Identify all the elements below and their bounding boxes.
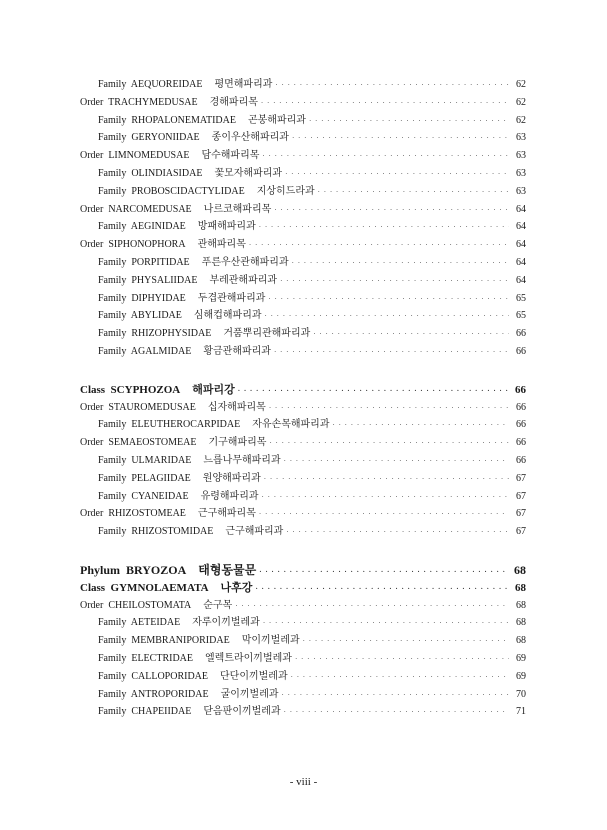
toc-entry-page-number: 71 xyxy=(516,706,526,718)
dot-leader xyxy=(235,600,509,612)
toc-entry-page-number: 63 xyxy=(516,185,526,197)
toc-entry-order xyxy=(80,204,526,222)
toc-entry-latin-name: Family GERYONIIDAE xyxy=(98,132,200,144)
toc-entry-korean-name: 순구목 xyxy=(203,599,233,611)
toc-entry-korean-name: 근구해파리과 xyxy=(225,526,284,538)
toc-entry-page-number: 66 xyxy=(515,383,526,396)
toc-entry-korean-name: 막이끼벌레과 xyxy=(241,635,300,647)
toc-entry-order xyxy=(80,402,526,420)
dot-leader xyxy=(280,275,509,287)
toc-entry-family xyxy=(80,328,526,346)
dot-leader xyxy=(286,526,509,538)
toc-entry-family xyxy=(80,671,526,689)
toc-entry-family xyxy=(80,115,526,133)
toc-entry-page-number: 64 xyxy=(516,256,526,268)
toc-entry-korean-name: 부레관해파리과 xyxy=(209,274,278,286)
dot-leader xyxy=(292,132,509,144)
toc-entry-page-number: 66 xyxy=(516,345,526,357)
dot-leader xyxy=(284,706,509,718)
toc-entry-latin-name: Family RHIZOPHYSIDAE xyxy=(98,328,212,340)
dot-leader xyxy=(274,204,509,216)
toc-entry-latin-name: Family PELAGIIDAE xyxy=(98,472,191,484)
dot-leader xyxy=(318,186,509,198)
dot-leader xyxy=(259,221,509,233)
toc-entry-korean-name: 방패해파리과 xyxy=(197,221,256,233)
toc-entry-latin-name: Order TRACHYMEDUSAE xyxy=(80,96,198,108)
toc-entry-korean-name: 근구해파리목 xyxy=(197,508,256,520)
toc-entry-latin-name: Family RHOPALONEMATIDAE xyxy=(98,114,236,126)
dot-leader xyxy=(264,473,509,485)
toc-entry-family xyxy=(80,455,526,473)
table-of-contents xyxy=(80,79,526,724)
toc-entry-latin-name: Family PHYSALIIDAE xyxy=(98,274,198,286)
toc-entry-class xyxy=(80,384,526,402)
dot-leader xyxy=(238,385,509,397)
dot-leader xyxy=(309,115,509,127)
toc-entry-page-number: 63 xyxy=(516,150,526,162)
toc-entry-phylum xyxy=(80,564,526,582)
toc-entry-latin-name: Order STAUROMEDUSAE xyxy=(80,401,196,413)
dot-leader xyxy=(262,491,509,503)
toc-entry-latin-name: Family CYANEIDAE xyxy=(98,490,189,502)
dot-leader xyxy=(269,437,509,449)
toc-entry-korean-name: 십자해파리목 xyxy=(207,401,266,413)
toc-entry-latin-name: Family RHIZOSTOMIDAE xyxy=(98,526,214,538)
toc-entry-latin-name: Family ABYLIDAE xyxy=(98,310,182,322)
toc-entry-latin-name: Family OLINDIASIDAE xyxy=(98,167,203,179)
dot-leader xyxy=(269,402,509,414)
dot-leader xyxy=(275,79,509,91)
toc-entry-korean-name: 거품뿌리관해파리과 xyxy=(223,328,311,340)
toc-entry-page-number: 64 xyxy=(516,221,526,233)
toc-entry-page-number: 62 xyxy=(516,96,526,108)
toc-entry-latin-name: Phylum BRYOZOA xyxy=(80,562,187,577)
toc-entry-family xyxy=(80,419,526,437)
toc-entry-latin-name: Family MEMBRANIPORIDAE xyxy=(98,635,230,647)
toc-entry-korean-name: 나후강 xyxy=(220,580,253,594)
dot-leader xyxy=(285,168,509,180)
toc-entry-page-number: 66 xyxy=(516,454,526,466)
toc-entry-family xyxy=(80,653,526,671)
toc-entry-korean-name: 황금관해파리과 xyxy=(203,345,271,357)
toc-entry-korean-name: 단단이끼벌레과 xyxy=(220,670,288,682)
dot-leader xyxy=(263,617,509,629)
toc-entry-page-number: 66 xyxy=(516,401,526,413)
dot-leader xyxy=(274,346,509,358)
toc-entry-korean-name: 굴이끼벌레과 xyxy=(220,688,279,700)
toc-entry-page-number: 68 xyxy=(516,635,526,647)
toc-entry-page-number: 63 xyxy=(516,132,526,144)
toc-entry-page-number: 65 xyxy=(516,310,526,322)
toc-entry-korean-name: 자유손목해파리과 xyxy=(252,419,330,431)
toc-entry-latin-name: Order SEMAEOSTOMEAE xyxy=(80,437,197,449)
toc-entry-page-number: 63 xyxy=(516,167,526,179)
toc-entry-page-number: 70 xyxy=(516,688,526,700)
toc-entry-korean-name: 태형동물문 xyxy=(198,562,257,577)
toc-entry-family xyxy=(80,221,526,239)
toc-entry-page-number: 65 xyxy=(516,292,526,304)
toc-entry-korean-name: 심해컵해파리과 xyxy=(193,310,262,322)
toc-entry-family xyxy=(80,706,526,724)
toc-entry-page-number: 67 xyxy=(516,490,526,502)
toc-entry-korean-name: 경해파리목 xyxy=(209,96,258,108)
dot-leader xyxy=(295,653,509,665)
toc-entry-page-number: 66 xyxy=(516,437,526,449)
toc-entry-order xyxy=(80,150,526,168)
toc-entry-korean-name: 느릅나무해파리과 xyxy=(203,454,281,466)
toc-entry-page-number: 67 xyxy=(516,508,526,520)
toc-entry-latin-name: Family AEQUOREIDAE xyxy=(98,79,203,90)
toc-entry-korean-name: 평면해파리과 xyxy=(214,79,273,90)
toc-entry-latin-name: Order SIPHONOPHORA xyxy=(80,239,186,251)
toc-entry-korean-name: 자루이끼벌레과 xyxy=(192,617,260,629)
toc-entry-family xyxy=(80,310,526,328)
toc-entry-latin-name: Order LIMNOMEDUSAE xyxy=(80,150,190,162)
toc-entry-family xyxy=(80,491,526,509)
dot-leader xyxy=(268,293,509,305)
toc-entry-latin-name: Family AETEIDAE xyxy=(98,617,181,629)
toc-entry-latin-name: Family ULMARIDAE xyxy=(98,454,192,466)
dot-leader xyxy=(292,257,509,269)
toc-entry-family xyxy=(80,257,526,275)
toc-entry-latin-name: Family AEGINIDAE xyxy=(98,221,186,233)
dot-leader xyxy=(313,328,509,340)
toc-entry-korean-name: 담수해파리목 xyxy=(201,150,260,162)
toc-entry-korean-name: 원양해파리과 xyxy=(202,472,261,484)
toc-entry-latin-name: Order CHEILOSTOMATA xyxy=(80,599,192,611)
toc-entry-order xyxy=(80,437,526,455)
toc-entry-korean-name: 닫음판이끼벌레과 xyxy=(203,706,281,718)
toc-entry-korean-name: 관해파리목 xyxy=(197,239,246,251)
toc-entry-korean-name: 기구해파리목 xyxy=(208,437,267,449)
toc-entry-latin-name: Family AGALMIDAE xyxy=(98,345,192,357)
section-gap xyxy=(80,544,526,564)
toc-entry-page-number: 67 xyxy=(516,526,526,538)
dot-leader xyxy=(303,635,509,647)
toc-entry-korean-name: 종이우산해파리과 xyxy=(211,132,289,144)
dot-leader xyxy=(249,239,509,251)
toc-entry-korean-name: 나르코해파리목 xyxy=(203,203,272,215)
toc-entry-page-number: 69 xyxy=(516,670,526,682)
toc-entry-page-number: 62 xyxy=(516,79,526,90)
toc-entry-page-number: 66 xyxy=(516,328,526,340)
dot-leader xyxy=(261,97,509,109)
toc-entry-family xyxy=(80,635,526,653)
dot-leader xyxy=(259,508,509,520)
toc-entry-order xyxy=(80,239,526,257)
dot-leader xyxy=(262,150,509,162)
toc-entry-page-number: 66 xyxy=(516,419,526,431)
toc-entry-class xyxy=(80,582,526,600)
toc-entry-page-number: 64 xyxy=(516,239,526,251)
toc-entry-korean-name: 해파리강 xyxy=(192,382,235,396)
toc-entry-latin-name: Family DIPHYIDAE xyxy=(98,292,186,304)
toc-entry-family xyxy=(80,168,526,186)
toc-entry-korean-name: 두겹관해파리과 xyxy=(197,292,266,304)
toc-entry-family xyxy=(80,526,526,544)
toc-entry-page-number: 68 xyxy=(516,617,526,629)
toc-entry-korean-name: 지상히드라과 xyxy=(256,185,315,197)
page-number: - viii - xyxy=(289,776,318,788)
section-gap xyxy=(80,364,526,384)
toc-entry-latin-name: Class SCYPHOZOA xyxy=(80,383,181,396)
dot-leader xyxy=(282,689,509,701)
toc-entry-korean-name: 곤봉해파리과 xyxy=(247,114,306,126)
toc-entry-family xyxy=(80,473,526,491)
toc-entry-latin-name: Family ANTROPORIDAE xyxy=(98,688,209,700)
dot-leader xyxy=(265,310,509,322)
toc-entry-order xyxy=(80,508,526,526)
toc-entry-latin-name: Order NARCOMEDUSAE xyxy=(80,203,192,215)
toc-entry-family xyxy=(80,275,526,293)
toc-entry-page-number: 68 xyxy=(515,581,526,594)
toc-entry-family xyxy=(80,689,526,707)
dot-leader xyxy=(291,671,509,683)
toc-entry-latin-name: Family PROBOSCIDACTYLIDAE xyxy=(98,185,245,197)
toc-entry-latin-name: Family CALLOPORIDAE xyxy=(98,670,208,682)
toc-entry-family xyxy=(80,132,526,150)
toc-entry-latin-name: Family CHAPEIIDAE xyxy=(98,706,192,718)
dot-leader xyxy=(259,566,509,578)
toc-entry-latin-name: Family ELECTRIDAE xyxy=(98,652,193,664)
toc-entry-korean-name: 푸른우산관해파리과 xyxy=(201,256,289,268)
toc-entry-family xyxy=(80,186,526,204)
toc-entry-page-number: 68 xyxy=(516,599,526,611)
toc-entry-latin-name: Family PORPITIDAE xyxy=(98,256,190,268)
toc-entry-latin-name: Class GYMNOLAEMATA xyxy=(80,581,209,594)
toc-entry-page-number: 67 xyxy=(516,472,526,484)
toc-entry-order xyxy=(80,97,526,115)
toc-entry-korean-name: 엘렉트라이끼벌레과 xyxy=(205,652,292,664)
toc-entry-latin-name: Order RHIZOSTOMEAE xyxy=(80,508,186,520)
dot-leader xyxy=(255,583,509,595)
toc-entry-page-number: 64 xyxy=(516,203,526,215)
toc-entry-korean-name: 꽃모자해파리과 xyxy=(214,167,283,179)
toc-entry-page-number: 64 xyxy=(516,274,526,286)
toc-entry-page-number: 68 xyxy=(514,562,526,577)
toc-entry-latin-name: Family ELEUTHEROCARPIDAE xyxy=(98,419,241,431)
toc-entry-family xyxy=(80,293,526,311)
toc-entry-family xyxy=(80,346,526,364)
toc-entry-page-number: 62 xyxy=(516,114,526,126)
toc-entry-korean-name: 유령해파리과 xyxy=(200,490,259,502)
toc-entry-family xyxy=(80,79,526,97)
toc-entry-family xyxy=(80,617,526,635)
toc-entry-page-number: 69 xyxy=(516,652,526,664)
toc-entry-order xyxy=(80,600,526,618)
dot-leader xyxy=(284,455,509,467)
dot-leader xyxy=(333,419,510,431)
